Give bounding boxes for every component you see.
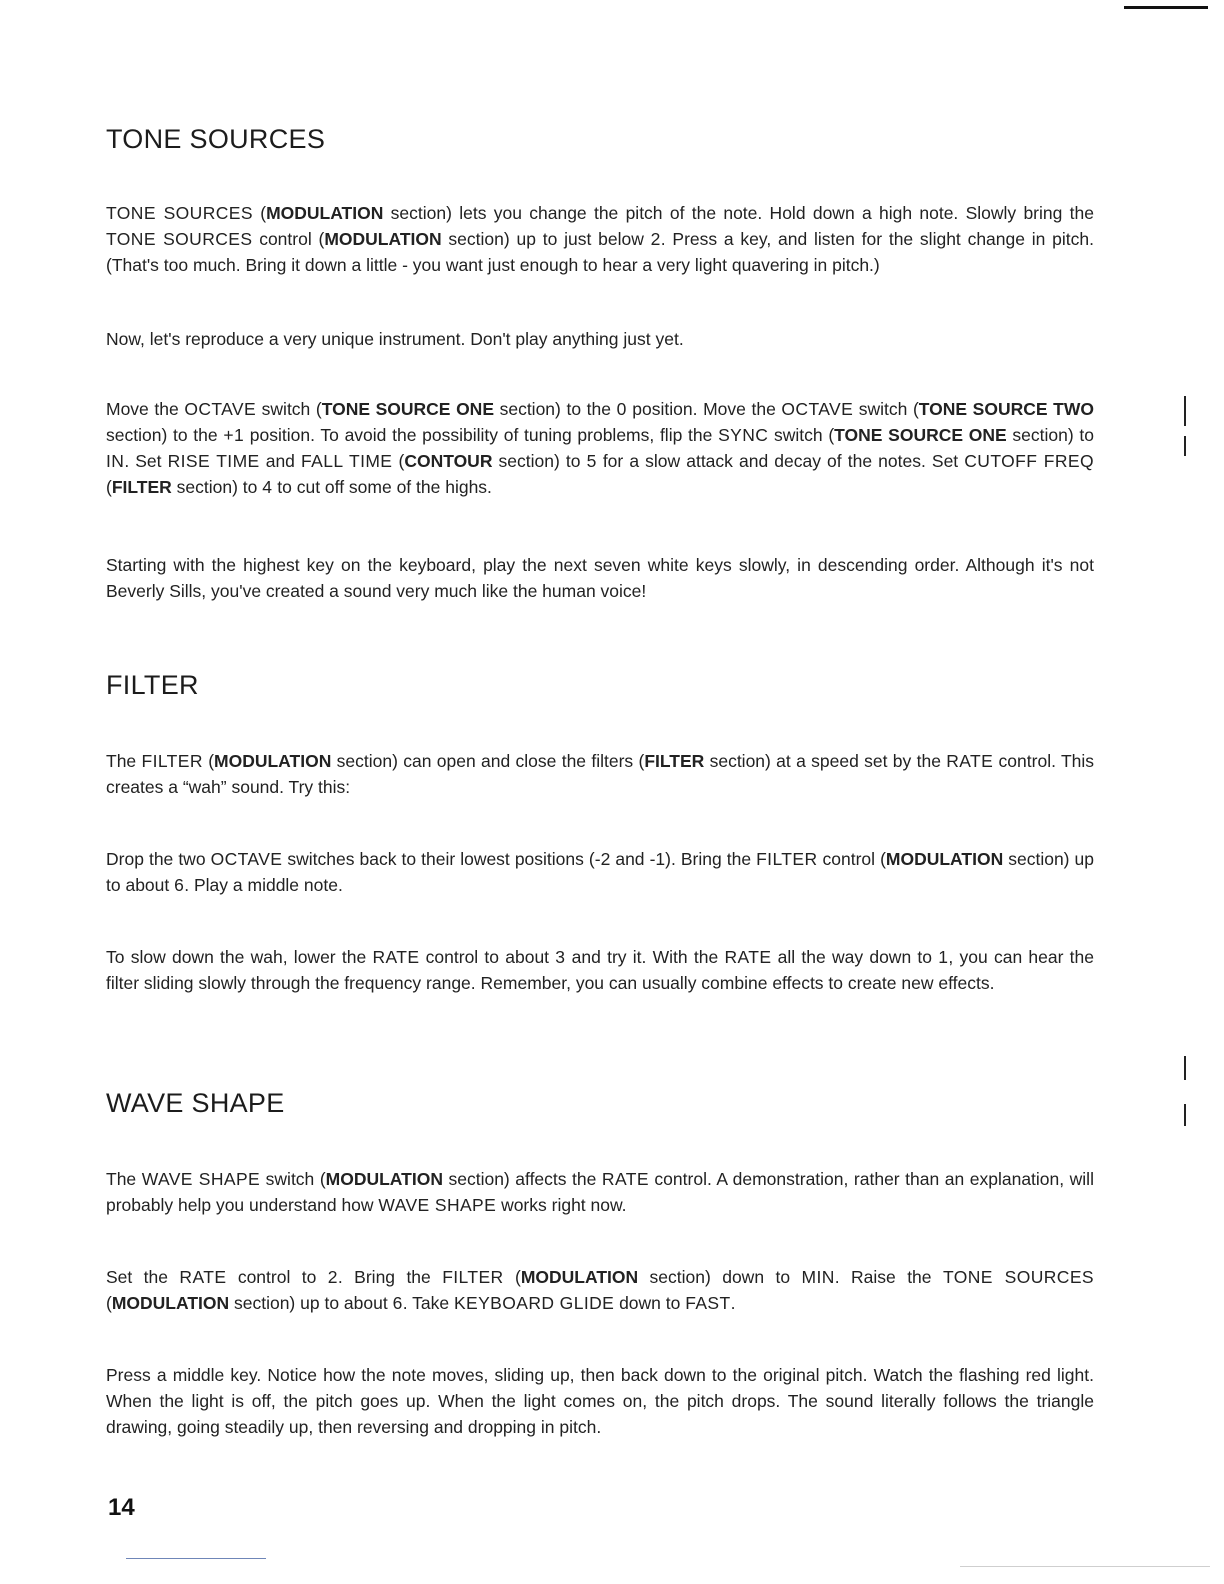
control-term: 1	[938, 947, 949, 967]
control-term: FAST	[685, 1293, 731, 1313]
bold-term: FILTER	[644, 751, 705, 771]
control-term: 4	[262, 477, 273, 497]
control-term: OCTAVE	[210, 849, 283, 869]
control-term: RATE	[724, 947, 772, 967]
paragraph: Move the OCTAVE switch (TONE SOURCE ONE section) to the 0 position. Move the OCTAVE switch (TONE SOURCE TWO section) to the +1 position. To avoid the possibility of tuning problems, flip the SYNC switch (TONE SOURCE ONE section) to IN. Set RISE TIME and FALL TIME (CONTOUR section) to 5 for a slow attack and decay of the notes. Set CUTOFF FREQ (FILTER section) to 4 to cut off some of the highs.	[106, 399, 1094, 497]
control-term: TONE SOURCES	[106, 203, 253, 223]
bold-term: FILTER	[111, 477, 172, 497]
control-term: RATE	[946, 751, 994, 771]
control-term: 5	[586, 451, 597, 471]
paragraph: Set the RATE control to 2. Bring the FILTER (MODULATION section) down to MIN. Raise the TONE SOURCES (MODULATION section) up to about 6. Take KEYBOARD GLIDE down to FAST.	[106, 1267, 1094, 1313]
control-term: 2	[650, 229, 661, 249]
paragraph: Drop the two OCTAVE switches back to their lowest positions (-2 and -1). Bring the FILTER control (MODULATION section) up to about 6. Play a middle note.	[106, 849, 1095, 895]
control-term: FALL TIME	[301, 451, 393, 471]
section-heading-filter: FILTER	[106, 670, 199, 700]
control-term: RATE	[179, 1267, 227, 1287]
bold-term: MODULATION	[111, 1293, 230, 1313]
bold-term: CONTOUR	[404, 451, 493, 471]
control-term: 2	[327, 1267, 338, 1287]
control-term: WAVE SHAPE	[141, 1169, 261, 1189]
section-heading-tone-sources: TONE SOURCES	[106, 124, 326, 154]
paragraph: The WAVE SHAPE switch (MODULATION section) affects the RATE control. A demonstration, rather than an explanation, will probably help you understand how WAVE SHAPE works right now.	[106, 1169, 1094, 1215]
paragraph: To slow down the wah, lower the RATE control to about 3 and try it. With the RATE all the way down to 1, you can hear the filter sliding slowly through the frequency range. Remember, you can usually combine effects to create new effects.	[106, 947, 1095, 993]
paragraph: The FILTER (MODULATION section) can open and close the filters (FILTER section) at a speed set by the RATE control. This creates a “wah” sound. Try this:	[106, 751, 1094, 797]
margin-mark	[1184, 436, 1186, 456]
control-term: 3	[555, 947, 566, 967]
bold-term: MODULATION	[520, 1267, 639, 1287]
margin-mark	[1184, 1104, 1186, 1126]
control-term: FILTER	[756, 849, 818, 869]
control-term: TONE SOURCES	[942, 1267, 1094, 1287]
bold-term: MODULATION	[266, 203, 384, 223]
bold-term: MODULATION	[324, 229, 442, 249]
bold-term: MODULATION	[325, 1169, 443, 1189]
page-number: 14	[108, 1494, 135, 1521]
control-term: FILTER	[141, 751, 203, 771]
paragraph: Now, let's reproduce a very unique instrument. Don't play anything just yet.	[106, 329, 684, 349]
control-term: WAVE SHAPE	[378, 1195, 497, 1215]
control-term: OCTAVE	[184, 399, 257, 419]
bottom-rule	[960, 1566, 1210, 1567]
bold-term: MODULATION	[214, 751, 332, 771]
control-term: KEYBOARD GLIDE	[453, 1293, 615, 1313]
bold-term: MODULATION	[885, 849, 1004, 869]
control-term: 6	[174, 875, 185, 895]
top-edge-rule	[1124, 6, 1208, 9]
control-term: FILTER	[442, 1267, 504, 1287]
bold-term: TONE SOURCE ONE	[834, 425, 1007, 445]
bottom-rule	[126, 1558, 266, 1559]
control-term: IN	[106, 451, 125, 471]
control-term: 0	[616, 399, 627, 419]
margin-mark	[1184, 396, 1186, 426]
bold-term: TONE SOURCE ONE	[321, 399, 494, 419]
control-term: RATE	[601, 1169, 649, 1189]
paragraph: TONE SOURCES (MODULATION section) lets you change the pitch of the note. Hold down a high note. Slowly bring the TONE SOURCES control (MODULATION section) up to just below 2. Press a key, and listen for the slight change in pitch. (That's too much. Bring it down a little - you want just enough to hear a very light quavering in pitch.)	[106, 203, 1094, 275]
control-term: TONE SOURCES	[106, 229, 253, 249]
control-term: CUTOFF FREQ	[964, 451, 1094, 471]
control-term: RATE	[372, 947, 420, 967]
control-term: RISE TIME	[167, 451, 260, 471]
control-term: OCTAVE	[781, 399, 854, 419]
section-heading-wave-shape: WAVE SHAPE	[106, 1088, 285, 1118]
control-term: 6	[392, 1293, 403, 1313]
margin-mark	[1184, 1056, 1186, 1080]
control-term: MIN	[801, 1267, 835, 1287]
paragraph: Press a middle key. Notice how the note moves, sliding up, then back down to the original pitch. Watch the flashing red light. When the light is off, the pitch goes up. When the light comes on, the pitch drops. The sound literally follows the triangle drawing, going steadily up, then reversing and dropping in pitch.	[106, 1365, 1094, 1437]
control-term: +1	[223, 425, 245, 445]
bold-term: TONE SOURCE TWO	[918, 399, 1094, 419]
control-term: SYNC	[718, 425, 769, 445]
paragraph: Starting with the highest key on the keyboard, play the next seven white keys slowly, in descending order. Although it's not Beverly Sills, you've created a sound very much like the human voice!	[106, 555, 1094, 601]
